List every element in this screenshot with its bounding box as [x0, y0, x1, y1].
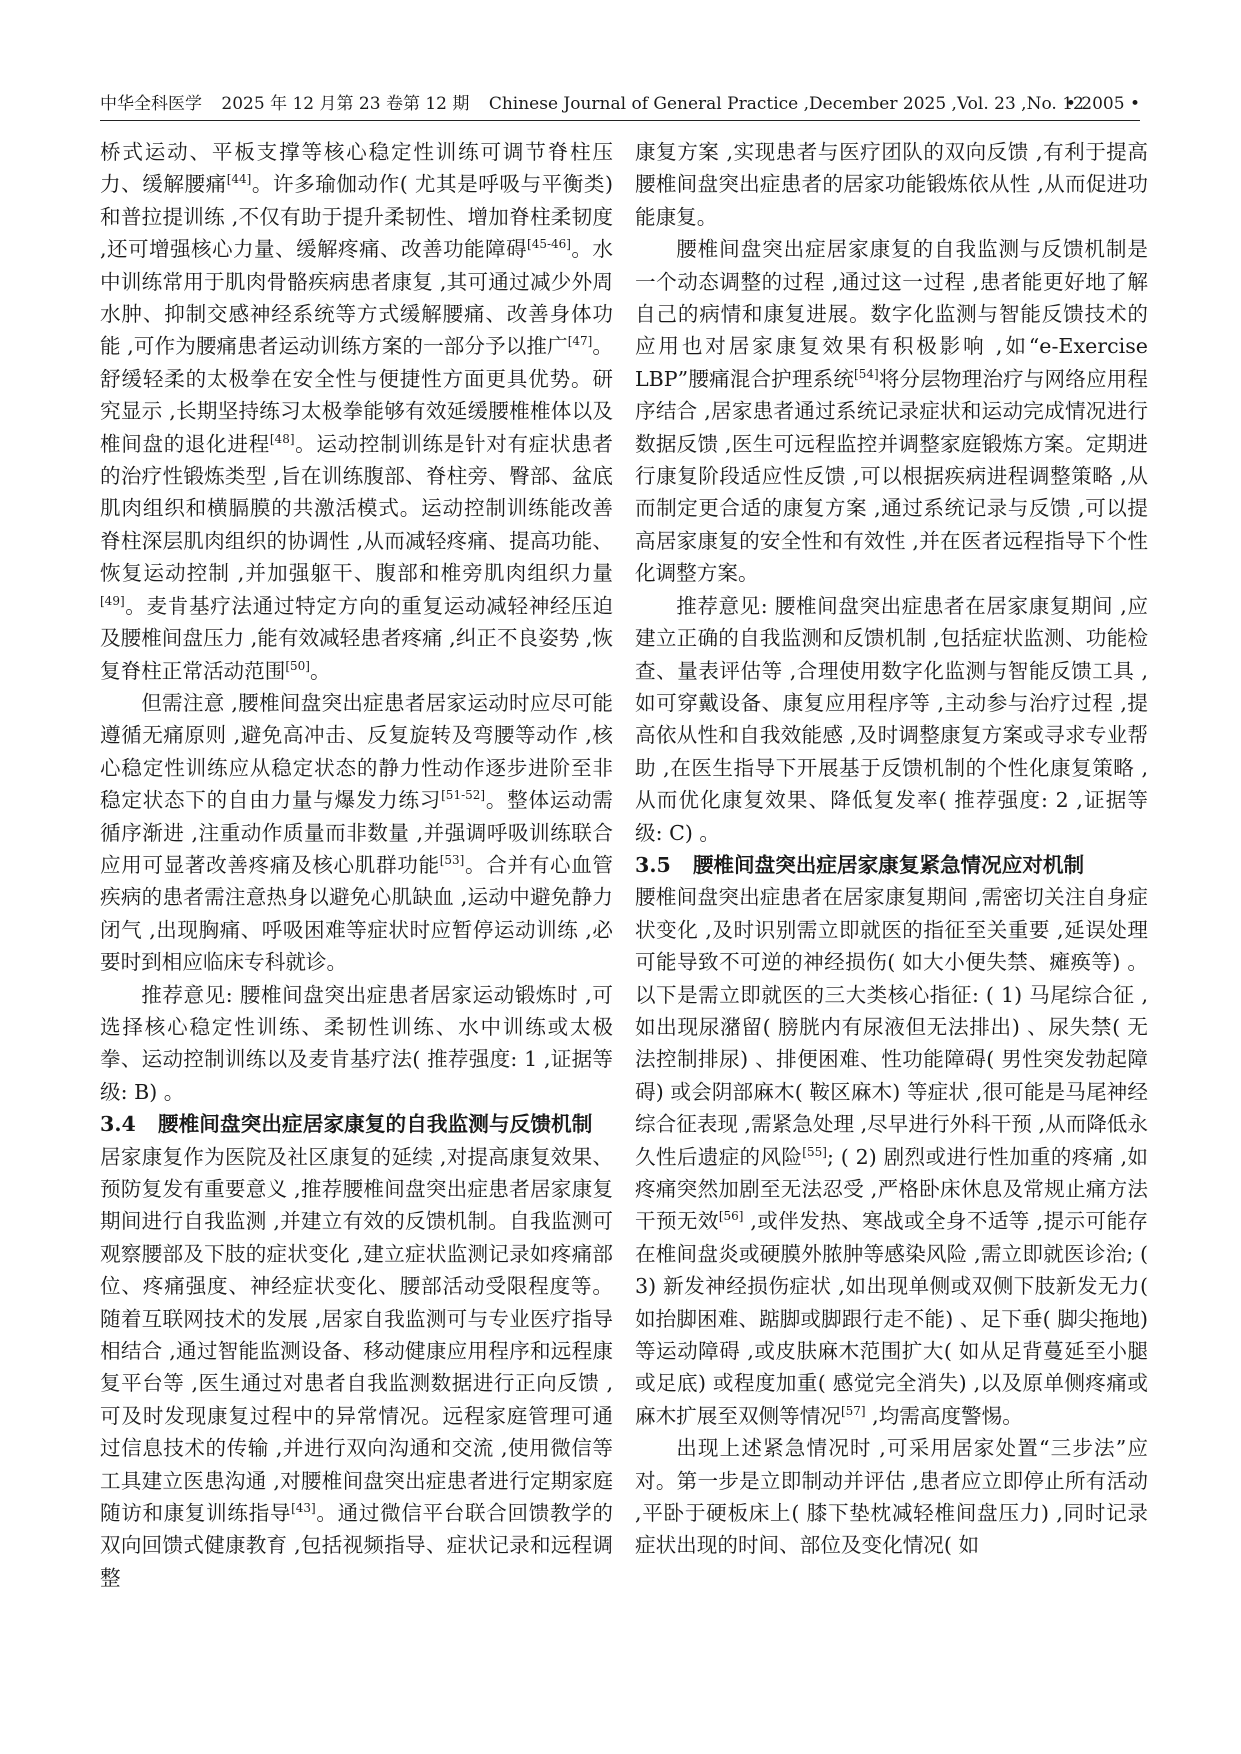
- citation: [50]: [285, 658, 310, 673]
- section-title: 腰椎间盘突出症居家康复的自我监测与反馈机制: [157, 1112, 593, 1137]
- running-header: [100, 92, 1140, 121]
- text: ,或伴发热、寒战或全身不适等 ,提示可能存在椎间盘炎或硬膜外脓肿等感染风险 ,需立即就医诊治; ( 3) 新发神经损伤症状 ,如出现单侧或双侧下肢新发无力( 如抬脚困难、踮脚或脚跟行走不能) 、足下垂( 脚尖拖地) 等运动障碍 ,或皮肤麻木范围扩大( 如从足背蔓延至小腿或足底) 或程度加重( 感觉完全消失) ,以及原单侧疼痛或麻木扩展至双侧等情况: [635, 1209, 1149, 1428]
- text: ,均需高度警惕。: [865, 1403, 1023, 1428]
- citation: [53]: [439, 852, 465, 867]
- text: 。整体运动需循序渐进 ,注重动作质量而非数量 ,并强调呼吸训练联合应用可显著改善疼痛及核心肌群功能: [100, 788, 614, 877]
- section-number: 3.5: [635, 852, 671, 877]
- page-number: • 2005 •: [1065, 94, 1140, 114]
- journal-name-en: Chinese Journal of General Practice ,December 2025 ,Vol. 23 ,No. 12: [488, 94, 1084, 114]
- text: 将分层物理治疗与网络应用程序结合 ,居家患者通过系统记录症状和运动完成情况进行数据反馈 ,医生可远程监控并调整家庭锻炼方案。定期进行康复阶段适应性反馈 ,可以根据疾病进程调整策略 ,从而制定更合适的康复方案 ,通过系统记录与反馈 ,可以提高居家康复的安全性和有效性 ,并在医者远程指导下个性化调整方案。: [635, 366, 1148, 586]
- text: 。许多瑜伽动作( 尤其是呼吸与平衡类) 和普拉提训练 ,不仅有助于提升柔韧性、增加脊柱柔韧度 ,还可增强核心力量、缓解疼痛、改善功能障碍: [100, 172, 613, 262]
- text: 。水中训练常用于肌肉骨骼疾病患者康复 ,其可通过减少外周水肿、抑制交感神经系统等方式缓解腰痛、改善身体功能 ,可作为腰痛患者运动训练方案的一部分予以推广: [100, 237, 614, 359]
- text: 。麦肯基疗法通过特定方向的重复运动减轻神经压迫及腰椎间盘压力 ,能有效减轻患者疼痛 ,纠正不良姿势 ,恢复脊柱正常活动范围: [100, 593, 613, 683]
- paragraph: [635, 233, 1148, 589]
- section-heading: [100, 1112, 592, 1136]
- paragraph: [100, 136, 613, 687]
- text: 居家康复作为医院及社区康复的延续 ,对提高康复效果、预防复发有重要意义 ,推荐腰椎间盘突出症患者居家康复期间进行自我监测 ,并建立有效的反馈机制。自我监测可观察腰部及下肢的症状变化 ,建立症状监测记录如疼痛部位、疼痛强度、神经症状变化、腰部活动受限程度等。随着互联网技术的发展 ,居家自我监测可与专业医疗指导相结合 ,通过智能监测设备、移动健康应用程序和远程康复平台等 ,医生通过对患者自我监测数据进行正向反馈 ,可及时发现康复过程中的异常情况。远程家庭管理可通过信息技术的传输 ,并进行双向沟通和交流 ,使用微信等工具建立医患沟通 ,对腰椎间盘突出症患者进行定期家庭随访和康复训练指导: [100, 1144, 613, 1526]
- issue-info-cn: 2025 年 12 月第 23 卷第 12 期: [221, 94, 470, 114]
- section-title: 腰椎间盘突出症居家康复紧急情况应对机制: [692, 852, 1085, 877]
- recommendation: 推荐意见: 腰椎间盘突出症患者在居家康复期间 ,应建立正确的自我监测和反馈机制 ,包括症状监测、功能检查、量表评估等 ,合理使用数字化监测与智能反馈工具 ,如可穿戴设备、康复应用程序等 ,主动参与治疗过程 ,提高依从性和自我效能感 ,及时调整康复方案或寻求专业帮助 ,在医生指导下开展基于反馈机制的个性化康复策略 ,从而优化康复效果、降低复发率( 推荐强度: 2 ,证据等级: C) 。: [635, 593, 1148, 845]
- citation: [48]: [269, 431, 295, 446]
- header-left: [100, 92, 1098, 116]
- citation: [51-52]: [441, 788, 486, 803]
- text: ; ( 2) 剧烈或进行性加重的疼痛 ,如疼痛突然加剧至无法忍受 ,严格卧床休息及常规止痛方法干预无效: [635, 1144, 1148, 1234]
- citation: [45-46]: [527, 237, 571, 252]
- citation: [44]: [226, 172, 252, 187]
- text: 。合并有心血管疾病的患者需注意热身以避免心肌缺血 ,运动中避免静力闭气 ,出现胸痛、呼吸困难等症状时应暂停运动训练 ,必要时到相应临床专科就诊。: [100, 852, 614, 975]
- text: 桥式运动、平板支撑等核心稳定性训练可调节脊柱压力、缓解腰痛: [100, 140, 613, 197]
- text: 腰椎间盘突出症居家康复的自我监测与反馈机制是一个动态调整的过程 ,通过这一过程 ,患者能更好地了解自己的病情和康复进展。数字化监测与智能反馈技术的应用也对居家康复效果有积极影响 ,如“e-Exercise LBP”腰痛混合护理系统: [635, 237, 1148, 391]
- citation: [57]: [840, 1403, 866, 1418]
- left-column: [100, 136, 613, 1594]
- text: 腰椎间盘突出症患者在居家康复期间 ,需密切关注自身症状变化 ,及时识别需立即就医的指征至关重要 ,延误处理可能导致不可逆的神经损伤( 如大小便失禁、瘫痪等) 。以下是需立即就医的三大类核心指征: ( 1) 马尾综合征 ,如出现尿潴留( 膀胱内有尿液但无法排出) 、尿失禁( 无法控制排尿) 、排便困难、性功能障碍( 男性突发勃起障碍) 或会阴部麻木( 鞍区麻木) 等症状 ,很可能是马尾神经综合征表现 ,需紧急处理 ,尽早进行外科干预 ,从而降低永久性后遗症的风险: [635, 885, 1148, 1169]
- paragraph: 出现上述紧急情况时 ,可采用居家处置“三步法”应对。第一步是立即制动并评估 ,患者应立即停止所有活动 ,平卧于硬板床上( 膝下垫枕减轻椎间盘压力) ,同时记录症状出现的时间、部位及变化情况( 如: [635, 1436, 1148, 1558]
- section-heading: [635, 849, 1148, 881]
- citation: [56]: [718, 1209, 744, 1224]
- right-column: [635, 136, 1148, 1562]
- text: 。运动控制训练是针对有症状患者的治疗性锻炼类型 ,旨在训练腹部、脊柱旁、臀部、盆底肌肉组织和横膈膜的共激活模式。运动控制训练能改善脊柱深层肌肉组织的协调性 ,从而减轻疼痛、提高功能、恢复运动控制 ,并加强躯干、腹部和椎旁肌肉组织力量: [100, 431, 614, 586]
- recommendation: 推荐意见: 腰椎间盘突出症患者居家运动锻炼时 ,可选择核心稳定性训练、柔韧性训练、水中训练或太极拳、运动控制训练以及麦肯基疗法( 推荐强度: 1 ,证据等级: B) 。: [100, 982, 613, 1104]
- section-number: 3.4: [100, 1112, 136, 1137]
- citation: [49]: [100, 593, 125, 608]
- text: 。舒缓轻柔的太极拳在安全性与便捷性方面更具优势。研究显示 ,长期坚持练习太极拳能够有效延缓腰椎椎体以及椎间盘的退化进程: [100, 334, 614, 456]
- text: 。: [309, 658, 331, 683]
- paragraph: [100, 687, 613, 979]
- text: 。通过微信平台联合回馈教学的双向回馈式健康教育 ,包括视频指导、症状记录和远程调整: [100, 1501, 614, 1590]
- paragraph: [635, 881, 1148, 1432]
- section-3-4: [100, 1108, 613, 1594]
- citation: [54]: [854, 366, 879, 381]
- citation: [55]: [802, 1144, 827, 1159]
- citation: [43]: [291, 1501, 316, 1516]
- text: 但需注意 ,腰椎间盘突出症患者居家运动时应尽可能遵循无痛原则 ,避免高冲击、反复旋转及弯腰等动作 ,核心稳定性训练应从稳定状态的静力性动作逐步进阶至非稳定状态下的自由力量与爆发力练习: [100, 690, 613, 813]
- paragraph: 康复方案 ,实现患者与医疗团队的双向反馈 ,有利于提高腰椎间盘突出症患者的居家功能锻炼依从性 ,从而促进功能康复。: [635, 140, 1148, 229]
- journal-name-cn: 中华全科医学: [100, 94, 202, 114]
- citation: [47]: [567, 334, 593, 349]
